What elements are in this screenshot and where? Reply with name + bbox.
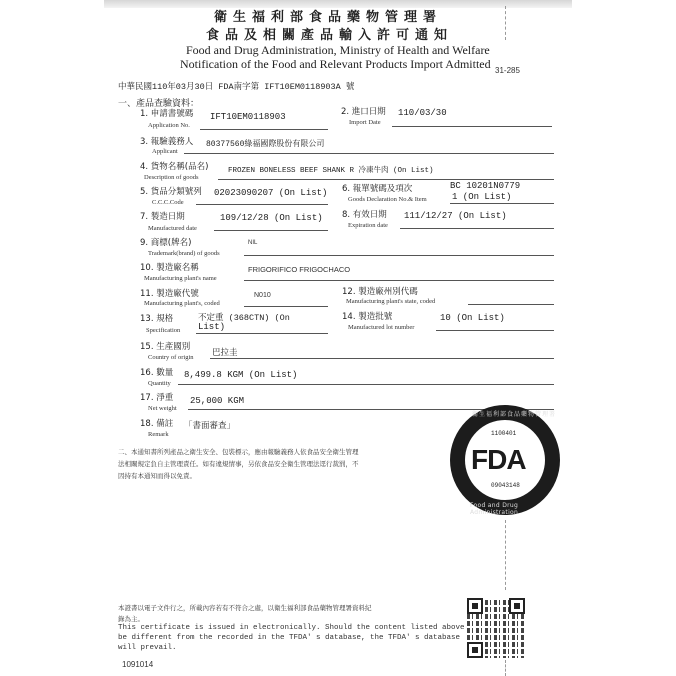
title-en: Notification of the Food and Relevant Products Import Admitted <box>180 57 491 71</box>
underline <box>450 203 554 204</box>
field-label-cn: 10. 製造廠名稱 <box>140 263 199 273</box>
field-label-cn: 1. 申請書號碼 <box>140 109 194 119</box>
field-value: List) <box>198 322 226 332</box>
note-line-cn: 本證書以電子文件行之，所載內容若有不符合之處，以衛生福利部食品藥物管理署資料紀 <box>118 604 372 612</box>
field-label-cn: 6. 報單號碼及項次 <box>342 184 413 194</box>
field-value: 巴拉圭 <box>212 348 238 358</box>
statement-line: 法相關規定負自主管理責任。如有違規情事，另依食品安全衛生管理法逕行裁罰，不 <box>118 460 359 468</box>
field-value: 25,000 KGM <box>190 396 245 406</box>
field-value: FROZEN BONELESS BEEF SHANK R 冷凍牛肉 (On List) <box>228 167 434 175</box>
fda-logo-text: FDA <box>471 444 526 475</box>
field-label-en: Manufacturing plant's name <box>144 275 217 282</box>
section-1-title: 一、產品查驗資料： <box>118 99 200 109</box>
field-label-cn: 14. 製造批號 <box>342 312 393 322</box>
agency-name-cn: 衛生福利部食品藥物管理署 <box>214 10 443 25</box>
field-label-en: C.C.C.Code <box>152 199 184 206</box>
note-line-en: will prevail. <box>118 644 177 652</box>
field-label-en: Description of goods <box>144 174 199 181</box>
field-label-en: Net weight <box>148 405 177 412</box>
field-label-en: Applicant <box>152 148 178 155</box>
fold-mark <box>505 520 506 590</box>
field-value: 「書面審查」 <box>184 421 236 431</box>
field-label-en: Quantity <box>148 380 171 387</box>
field-value: 111/12/27 (On List) <box>404 211 507 221</box>
underline <box>244 255 554 256</box>
note-line-en: be different from the recorded in the TFDA' s database, the TFDA' s database <box>118 634 461 642</box>
underline <box>200 129 328 130</box>
field-label-cn: 9. 商標(牌名) <box>140 238 192 248</box>
field-label-cn: 7. 製造日期 <box>140 212 185 222</box>
fda-seal-stamp <box>450 405 560 515</box>
seal-inner-circle <box>465 420 545 500</box>
field-label-cn: 11. 製造廠代號 <box>140 289 199 299</box>
field-label-en: Trademark(brand) of goods <box>148 250 220 257</box>
underline <box>184 153 554 154</box>
seal-top-number: 1100401 <box>491 430 517 437</box>
field-label-cn: 2. 進口日期 <box>341 107 386 117</box>
form-code: 1091014 <box>122 660 154 669</box>
field-label-en: Specification <box>146 327 181 334</box>
field-label-cn: 5. 貨品分類號列 <box>140 187 202 197</box>
note-line-en: This certificate is issued in electronically. Should the content listed above <box>118 624 465 632</box>
statement-line: 二、本通知書所列產品之衛生安全、包裝標示，應由報驗義務人依食品安全衛生管理 <box>118 448 359 456</box>
field-label-en: Manufacturing plant's, coded <box>144 300 220 307</box>
underline <box>210 358 554 359</box>
field-value: IFT10EM0118903 <box>210 112 286 122</box>
field-value: 8,499.8 KGM (On List) <box>184 370 298 380</box>
qr-finder-top-left <box>467 598 483 614</box>
underline <box>468 304 554 305</box>
field-value: N010 <box>254 292 271 299</box>
field-value: 109/12/28 (On List) <box>220 213 323 223</box>
field-label-en: Application No. <box>148 122 190 129</box>
field-label-cn: 4. 貨物名稱(品名) <box>140 162 209 172</box>
field-label-en: Remark <box>148 431 169 438</box>
fold-mark <box>505 6 506 40</box>
field-value: 1 (On List) <box>452 192 512 202</box>
underline <box>244 306 328 307</box>
field-label-en: Manufacturing plant's state, coded <box>346 298 436 305</box>
underline <box>218 179 554 180</box>
field-label-en: Expiration date <box>348 222 388 229</box>
underline <box>196 333 328 334</box>
reference-line: 中華民國110年03月30日 FDA南字第 IFT10EM0118903A 號 <box>118 82 355 92</box>
seal-ring-text-en: Food and Drug Administration <box>470 502 519 516</box>
underline <box>196 204 328 205</box>
seal-bottom-number: 09043148 <box>491 482 520 489</box>
underline <box>400 228 554 229</box>
underline <box>392 126 552 127</box>
field-label-cn: 17. 淨重 <box>140 393 174 403</box>
field-value: 80377560綠福國際股份有限公司 <box>206 140 325 149</box>
statement-line: 因持有本通知而得以免責。 <box>118 472 196 480</box>
underline <box>436 330 554 331</box>
qr-finder-bottom-left <box>467 642 483 658</box>
field-label-cn: 13. 規格 <box>140 314 174 324</box>
underline <box>214 230 328 231</box>
field-value: 110/03/30 <box>398 108 447 118</box>
seal-ring-text-cn: 衛生福利部食品藥物管理署 <box>472 411 557 418</box>
field-value-top: 不定重 (368CTN) (On <box>198 313 290 323</box>
field-label-cn: 12. 製造廠州別代碼 <box>342 287 418 297</box>
field-label-en: Import Date <box>349 119 381 126</box>
field-label-en: Manufactured date <box>148 225 197 232</box>
field-label-en: Manufactured lot number <box>348 324 415 331</box>
field-label-en: Goods Declaration No.& Item <box>348 196 427 203</box>
qr-finder-top-right <box>509 598 525 614</box>
agency-name-en: Food and Drug Administration, Ministry of Health and Welfare <box>186 43 490 57</box>
field-value: 02023090207 (On List) <box>214 188 328 198</box>
fold-mark <box>505 660 506 676</box>
corner-code: 31-285 <box>495 66 520 75</box>
field-label-en: Country of origin <box>148 354 194 361</box>
underline <box>244 280 554 281</box>
field-value: FRIGORIFICO FRIGOCHACO <box>248 265 351 274</box>
field-label-cn: 16. 數量 <box>140 368 174 378</box>
field-label-cn: 15. 生產國別 <box>140 342 191 352</box>
field-value-top: BC 10201N0779 <box>450 181 521 191</box>
field-value: NIL <box>248 240 258 246</box>
field-label-cn: 3. 報驗義務人 <box>140 137 194 147</box>
field-label-cn: 8. 有效日期 <box>342 210 387 220</box>
note-line-cn: 錄為主。 <box>118 615 144 623</box>
field-value: 10 (On List) <box>440 313 505 323</box>
title-cn: 食品及相關產品輸入許可通知 <box>206 28 454 43</box>
underline <box>178 384 554 385</box>
field-label-cn: 18. 備註 <box>140 419 174 429</box>
